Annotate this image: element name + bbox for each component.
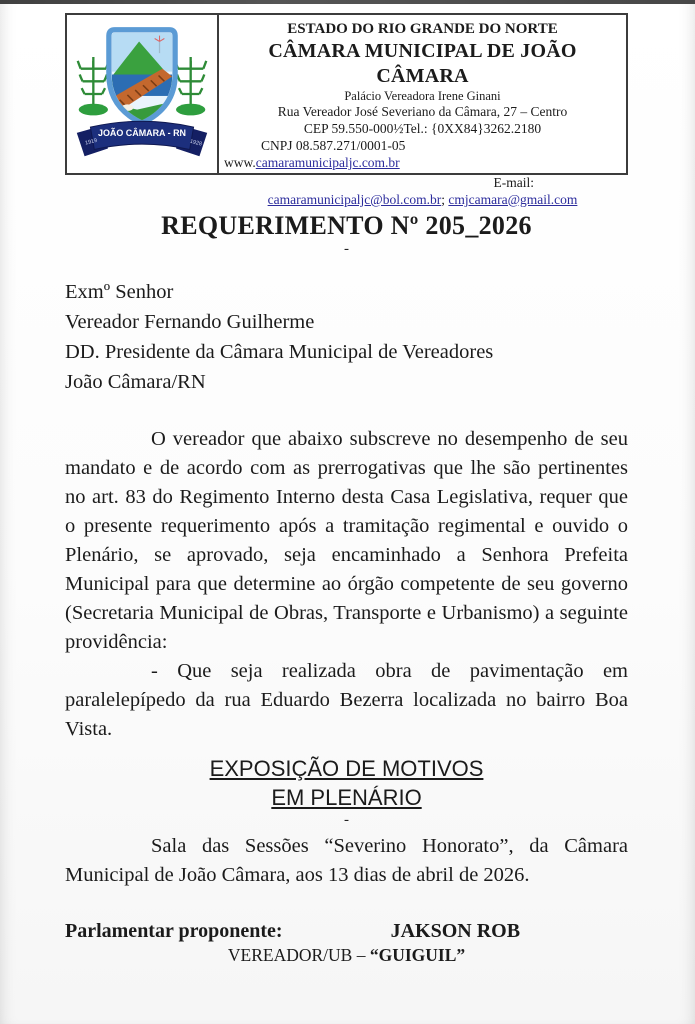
proponent-role: [65, 945, 628, 966]
proponent-label: Parlamentar proponente:: [65, 920, 283, 942]
crest-ribbon-icon: [77, 121, 207, 156]
request-item-paragraph: - Que seja realizada obra de pavimentação em paralelepípedo da rua Eduardo Bezerra localizada no bairro Boa Vista.: [65, 660, 628, 740]
city-crest-logo: [69, 19, 215, 169]
signature-row: [65, 920, 628, 943]
title-dash: -: [344, 241, 349, 257]
website-line: [223, 155, 622, 172]
state-name: ESTADO DO RIO GRANDE DO NORTE: [287, 21, 558, 37]
addressee-line-city: João Câmara/RN: [65, 371, 206, 393]
exposition-heading-line2: EM PLENÁRIO: [271, 785, 422, 810]
addressee-line-name: Vereador Fernando Guilherme: [65, 311, 315, 333]
palace-name: Palácio Vereadora Irene Ginani: [344, 88, 501, 103]
exposition-dash: -: [344, 812, 349, 828]
proponent-role-prefix: VEREADOR/UB –: [227, 945, 370, 965]
crest-shield-icon: [109, 30, 175, 123]
email-separator: ;: [441, 191, 445, 207]
crest-tree-left-icon: [78, 57, 109, 108]
email-line: [223, 192, 622, 209]
crest-grass-right: [176, 104, 205, 116]
exposition-heading-line1: EXPOSIÇÃO DE MOTIVOS: [209, 756, 484, 781]
website-link[interactable]: camaramunicipaljc.com.br: [255, 155, 400, 170]
addressee-line-salutation: Exmº Senhor: [65, 281, 174, 303]
scan-edge-strip: [0, 0, 695, 4]
letterhead: [65, 13, 628, 207]
website-prefix: www.: [224, 155, 256, 170]
cnpj: CNPJ 08.587.271/0001-05: [261, 138, 406, 154]
signature-block: [65, 920, 628, 966]
addressee-line-role: DD. Presidente da Câmara Municipal de Vereadores: [65, 341, 494, 363]
logo-cell: [67, 15, 219, 173]
closing-paragraph: Sala das Sessões “Severino Honorato”, da Câmara Municipal de João Câmara, aos 13 dias de abril de 2026.: [65, 835, 628, 886]
cep-telephone: CEP 59.550-000½Tel.: {0XX84}3262.2180: [303, 121, 542, 137]
document-content: [0, 13, 695, 966]
crest-banner-text: JOÃO CÂMARA - RN: [97, 127, 187, 138]
exposition-heading: [65, 754, 628, 812]
proponent-name: JAKSON ROB: [390, 920, 521, 942]
street-address: Rua Vereador José Severiano da Câmara, 27 – Centro: [277, 104, 568, 120]
email-link-gmail[interactable]: cmjcamara@gmail.com: [448, 191, 578, 207]
chamber-name: CÂMARA MUNICIPAL DE JOÃO CÂMARA: [268, 39, 577, 87]
request-paragraph: O vereador que abaixo subscreve no desempenho de seu mandato e de acordo com as prerrogativas que lhe são pertinentes no art. 83 do Regimento Interno desta Casa Legislativa, requer que o presente requerimento após a tramitação regimental e ouvido o Plenário, se aprovado, seja encaminhado a Senhora Prefeita Municipal para que determine ao órgão competente de seu governo (Secretaria Municipal de Obras, Transporte e Urbanismo) a seguinte providência:: [65, 428, 628, 653]
document-title: REQUERIMENTO Nº 205_2026: [161, 211, 532, 240]
letterhead-info: [219, 15, 626, 207]
email-label: E-mail:: [493, 174, 534, 190]
crest-tree-right-icon: [175, 57, 206, 108]
email-link-bol[interactable]: camaramunicipaljc@bol.com.br: [267, 191, 442, 207]
crest-grass-left: [79, 104, 108, 116]
proponent-role-name: “GUIGUIL”: [369, 945, 466, 965]
addressee-block: [65, 277, 628, 397]
crest-year-right: 1928: [189, 138, 203, 148]
crest-year-left: 1919: [84, 137, 98, 147]
